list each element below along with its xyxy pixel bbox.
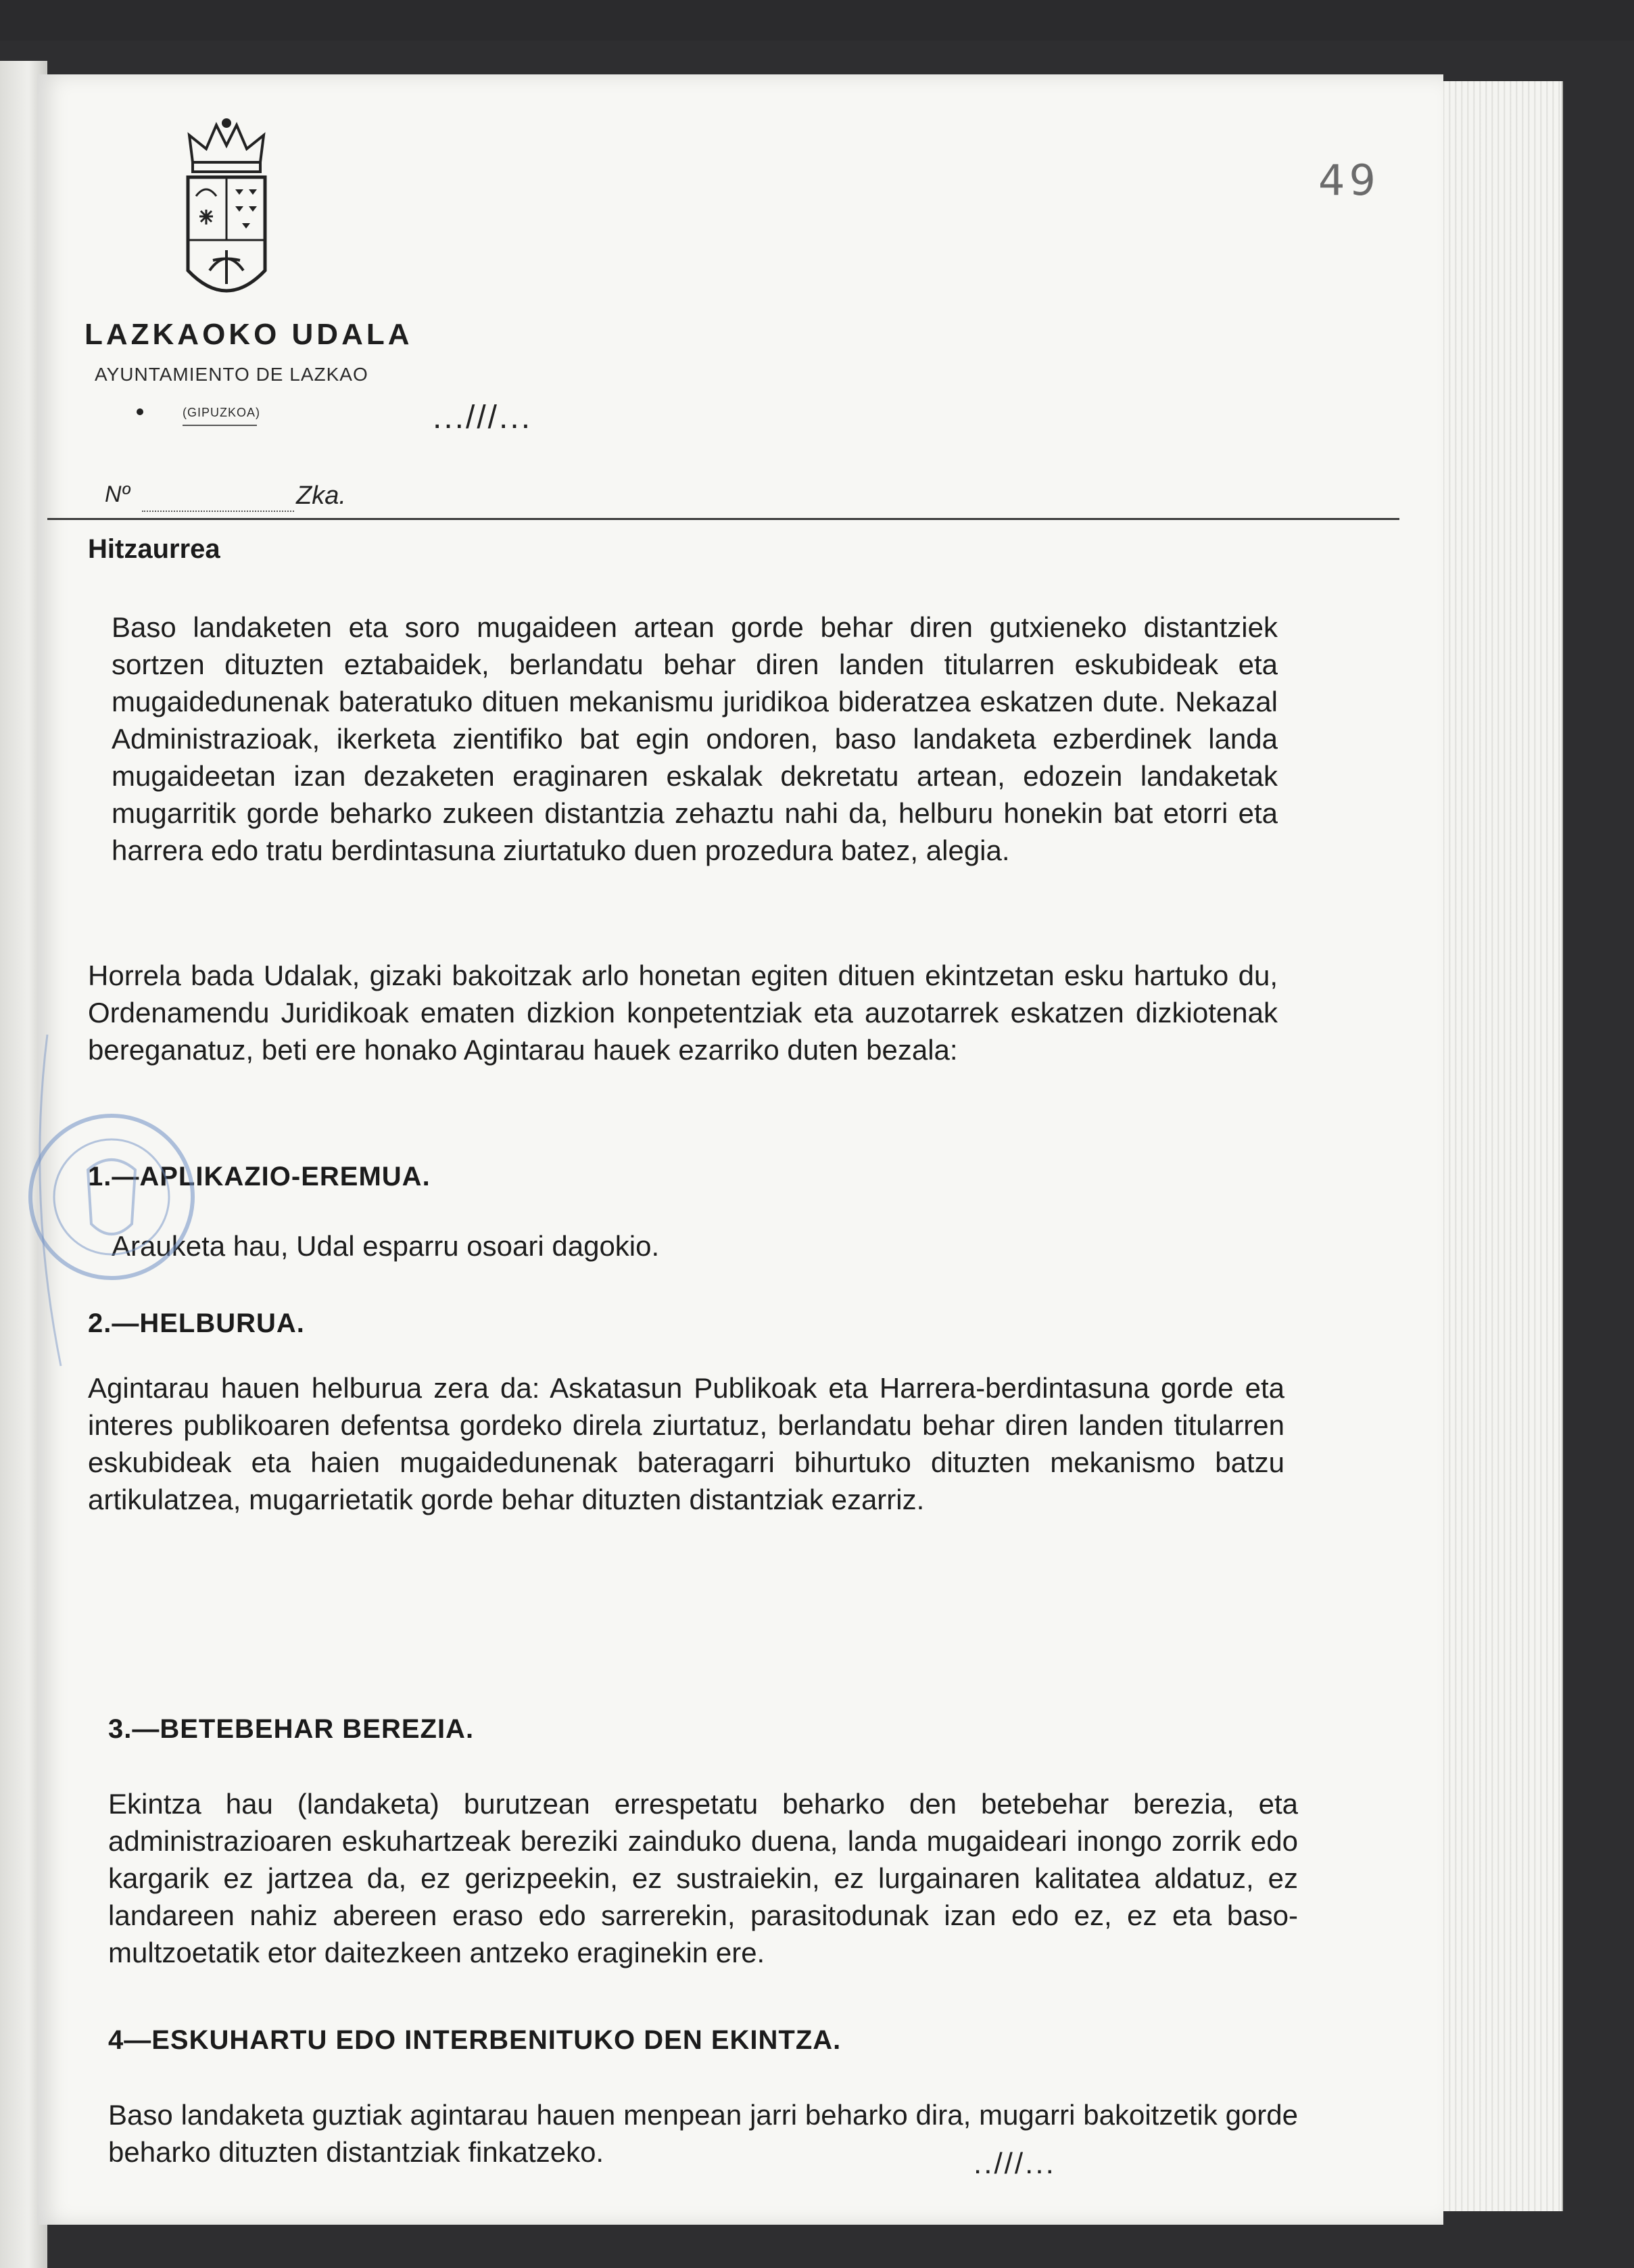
zka-label: Zka.	[296, 481, 346, 510]
continuation-mark: ...///...	[433, 400, 533, 435]
bullet-dot	[137, 408, 143, 415]
section-1-title: 1.—APLIKAZIO-EREMUA.	[88, 1162, 431, 1191]
section-2-title: 2.—HELBURUA.	[88, 1308, 305, 1338]
section-4-title: 4—ESKUHARTU EDO INTERBENITUKO DEN EKINTZA.	[108, 2025, 842, 2055]
number-dotted-line	[142, 511, 294, 512]
province-underline	[183, 425, 257, 426]
section-4-text: Baso landaketa guztiak agintarau hauen menpean jarri beharko dira, mugarri bakoitzetik gorde beharko dituzten distantziak finkatzeko.	[108, 2099, 1298, 2168]
organization-province: (GIPUZKOA)	[183, 406, 261, 419]
footer-continuation-mark: ..///...	[974, 2147, 1056, 2180]
header-rule	[47, 518, 1399, 520]
organization-subtitle: AYUNTAMIENTO DE LAZKAO	[95, 364, 368, 385]
page-stack-edges	[1426, 81, 1563, 2211]
coat-of-arms-icon	[183, 115, 270, 311]
number-label: Nº	[105, 481, 130, 507]
preamble-heading: Hitzaurrea	[88, 534, 220, 564]
section-3-text: Ekintza hau (landaketa) burutzean errespetatu beharko den betebehar berezia, eta administrazioaren eskuhartzeak bereziki zainduko duena, landa mugaideari inongo zorrik edo kargarik ez jartzea da, ez gerizpeekin, ez sustraiekin, ez lurgainaren kalitatea aldatuz, ez landareen nahiz abereen eraso edo sarrerekin, parasitodunak izan edo ez, ez eta baso-multzoetatik etor daitezkeen antzeko eraginekin ere.	[108, 1788, 1298, 1968]
official-stamp-icon	[20, 1014, 203, 1379]
intro-paragraph-1: Baso landaketen eta soro mugaideen artean gorde behar diren gutxieneko distantziek sortzen dituzten eztabaidek, berlandatu behar diren landen titularren eskubideak eta mugaidedunenak bateratuko dituen mekanismu juridikoa bideratzea eskatzen dute. Nekazal Administrazioak, ikerketa zientifiko bat egin ondoren, baso landaketa ezberdinek landa mugaideetan izan dezaketen eraginaren eskalak dekretatu artean, edozein landaketak mugarritik gorde beharko zukeen distantzia zehaztu nahi da, helburu honekin bat etorri eta harrera edo tratu berdintasuna ziurtatuko duen prozedura batez, alegia.	[112, 611, 1278, 866]
section-1-text: Arauketa hau, Udal esparru osoari dagokio.	[112, 1230, 660, 1262]
section-3-title: 3.—BETEBEHAR BEREZIA.	[108, 1714, 475, 1744]
organization-name: LAZKAOKO UDALA	[85, 318, 413, 351]
intro-paragraph-2: Horrela bada Udalak, gizaki bakoitzak arlo honetan egiten dituen ekintzetan esku hartuko du, Ordenamendu Juridikoak ematen dizkion konpetentziak eta auzotarrek eskatzen dizkiotenak bereganatuz, beti ere honako Agintarau hauek ezarriko duten bezala:	[88, 960, 1278, 1066]
page-number: 49	[1318, 156, 1380, 205]
section-2-text: Agintarau hauen helburua zera da: Askatasun Publikoak eta Harrera-berdintasuna gorde eta interes publikoaren defentsa gordeko direla ziurtatuz, berlandatu behar diren landen titularren eskubideak eta haien mugaidedunenak bateragarri bihurtuko dituzten mekanismo batzu artikulatzea, mugarrietatik gorde behar dituzten distantziak ezarriz.	[88, 1372, 1284, 1515]
